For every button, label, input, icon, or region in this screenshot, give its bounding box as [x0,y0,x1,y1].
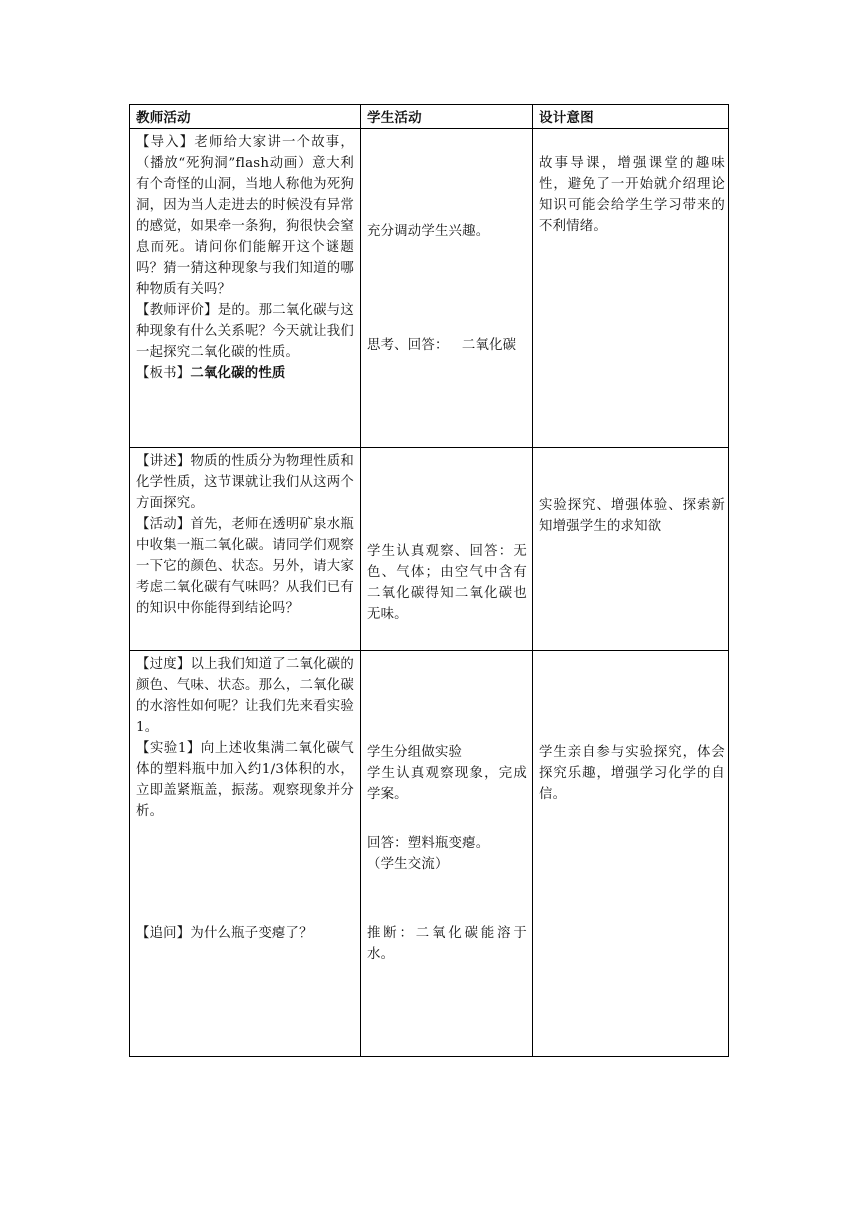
teacher-lecture-text: 【讲述】物质的性质分为物理性质和化学性质，这节课就让我们从这两个方面探究。 [136,454,354,511]
board-tag: 【板书】 [136,366,191,381]
row1-student-s1: 充分调动学生兴趣。 [367,224,490,239]
row3-student-s4: （学生交流） [367,857,449,872]
teacher-evaluation-text: 【教师评价】是的。那二氧化碳与这种现象有什么关系呢？今天就让我们一起探究二氧化碳的性质。 [136,303,354,360]
row1-teacher-cell [136,132,354,384]
row2-intent: 实验探究、增强体验、探索新知增强学生的求知欲 [539,498,725,534]
teacher-board-text [136,363,354,384]
row3-intent: 学生亲自参与实验探究，体会探究乐趣，增强学习化学的自信。 [539,745,725,802]
row-divider [130,650,728,651]
lesson-plan-table [129,104,729,1057]
row1-intent: 故事导课，增强课堂的趣味性，避免了一开始就介绍理论知识可能会给学生学习带来的不利情绪。 [539,156,725,234]
row2-student: 学生认真观察、回答：无色、气体；由空气中含有二氧化碳得知二氧化碳也无味。 [367,544,527,622]
header-teacher-activity: 教师活动 [136,110,191,126]
teacher-experiment-text: 【实验1】向上述收集满二氧化碳气体的塑料瓶中加入约1/3体积的水，立即盖紧瓶盖，振荡。观察现象并分析。 [136,741,354,819]
row-divider [130,447,728,448]
row3-student-s3: 回答：塑料瓶变瘪。 [367,836,490,851]
row2-teacher-cell [136,451,354,619]
row3-student-s1: 学生分组做实验 [367,745,463,760]
column-divider [360,105,361,1056]
column-divider [532,105,533,1056]
board-title: 二氧化碳的性质 [190,365,286,381]
teacher-question-text: 【追问】为什么瓶子变瘪了？ [136,926,313,941]
teacher-activity-text: 【活动】首先，老师在透明矿泉水瓶中收集一瓶二氧化碳。请同学们观察一下它的颜色、状态。另外，请大家考虑二氧化碳有气味吗？从我们已有的知识中你能得到结论吗？ [136,517,354,616]
header-student-activity: 学生活动 [367,110,422,126]
row1-student-s2: 思考、回答： 二氧化碳 [367,338,517,353]
row3-student-s2: 学生认真观察现象，完成学案。 [367,766,527,802]
row3-teacher-cell [136,654,354,822]
teacher-transition-text: 【过度】以上我们知道了二氧化碳的颜色、气味、状态。那么，二氧化碳的水溶性如何呢？让我们先来看实验1。 [136,657,354,735]
teacher-intro-text: 【导入】老师给大家讲一个故事，（播放“死狗洞”flash动画）意大利有个奇怪的山洞，当地人称他为死狗洞，因为当人走进去的时候没有异常的感觉，如果牵一条狗，狗很快会窒息而死。请问你们能解开这个谜题吗？猜一猜这种现象与我们知道的哪种物质有关吗？ [136,135,354,297]
header-design-intent: 设计意图 [539,110,594,126]
row3-student-s5: 推断：二氧化碳能溶于水。 [367,926,527,962]
